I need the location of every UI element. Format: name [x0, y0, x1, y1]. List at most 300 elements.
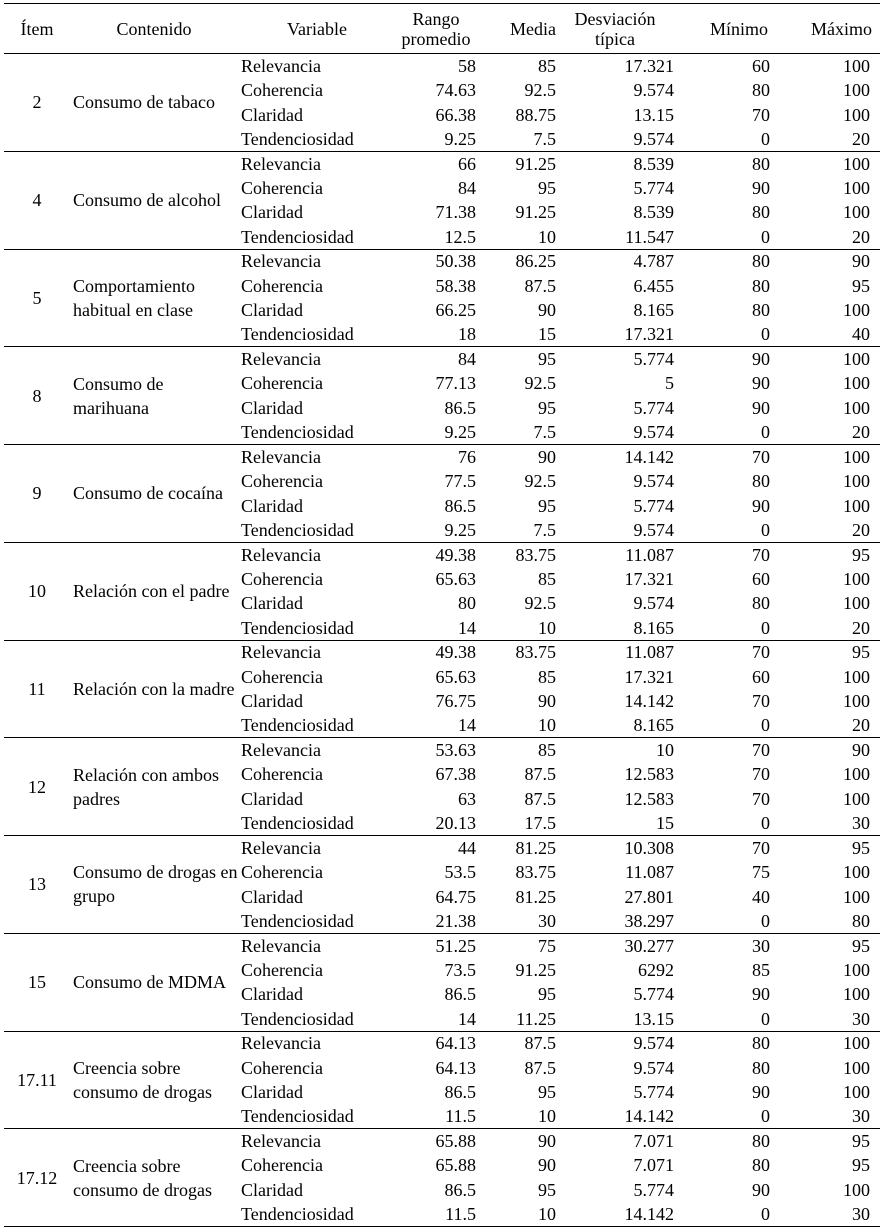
rango-promedio-cell: 64.13 — [435, 1033, 476, 1054]
maximo-cell: 100 — [843, 446, 870, 467]
minimo-cell: 70 — [752, 642, 770, 663]
table-row — [4, 738, 880, 762]
variable-cell: Claridad — [241, 691, 303, 712]
media-cell: 90 — [538, 1131, 556, 1152]
minimo-cell: 0 — [674, 713, 772, 737]
maximo-cell: 30 — [772, 1104, 880, 1128]
variable-cell: Coherencia — [241, 666, 323, 687]
table-row — [4, 347, 880, 371]
item-content: Consumo de drogas en grupo — [70, 836, 238, 934]
minimo-cell: 60 — [752, 55, 770, 76]
rango-promedio-cell: 84 — [458, 349, 476, 370]
rango-promedio-cell: 58.38 — [435, 275, 476, 296]
minimo-cell: 60 — [752, 666, 770, 687]
item-number: 13 — [4, 836, 70, 934]
item-content: Comportamiento habitual en clase — [70, 249, 238, 347]
desviacion-tipica-cell: 9.574 — [633, 471, 674, 492]
desviacion-tipica-cell: 8.165 — [556, 616, 674, 640]
maximo-cell: 100 — [843, 691, 870, 712]
media-cell: 91.25 — [515, 959, 556, 980]
minimo-cell: 70 — [752, 544, 770, 565]
maximo-cell: 95 — [852, 837, 870, 858]
maximo-cell: 100 — [843, 55, 870, 76]
maximo-cell: 100 — [843, 568, 870, 589]
rango-promedio-cell: 14 — [396, 713, 476, 737]
desviacion-tipica-cell: 14.142 — [556, 1202, 674, 1226]
maximo-cell: 90 — [852, 740, 870, 761]
media-cell: 95 — [538, 1082, 556, 1103]
rango-promedio-cell: 86.5 — [444, 397, 476, 418]
rango-promedio-cell: 58 — [458, 55, 476, 76]
media-cell: 92.5 — [524, 471, 556, 492]
variable-cell: Relevancia — [241, 55, 321, 76]
maximo-cell: 20 — [772, 225, 880, 249]
media-cell: 10 — [476, 1104, 556, 1128]
table-row — [4, 836, 880, 860]
header-rango-promedio — [396, 4, 476, 54]
maximo-cell: 100 — [843, 593, 870, 614]
rango-promedio-cell: 11.5 — [396, 1104, 476, 1128]
maximo-cell: 95 — [852, 935, 870, 956]
variable-cell: Claridad — [241, 788, 303, 809]
maximo-cell: 100 — [843, 1082, 870, 1103]
header-desv-line1: Desviación — [574, 8, 656, 29]
variable-cell: Claridad — [241, 1179, 303, 1200]
desviacion-tipica-cell: 11.087 — [625, 544, 674, 565]
variable-cell: Tendenciosidad — [238, 1007, 396, 1031]
desviacion-tipica-cell: 5.774 — [633, 495, 674, 516]
variable-cell: Claridad — [241, 397, 303, 418]
media-cell: 10 — [476, 225, 556, 249]
media-cell: 85 — [538, 666, 556, 687]
header-desv-line2: típica — [595, 28, 635, 49]
maximo-cell: 95 — [852, 1131, 870, 1152]
variable-cell: Relevancia — [241, 349, 321, 370]
minimo-cell: 70 — [752, 104, 770, 125]
minimo-cell: 90 — [752, 373, 770, 394]
maximo-cell: 30 — [772, 1202, 880, 1226]
header-minimo: Mínimo — [674, 4, 772, 54]
header-contenido: Contenido — [70, 4, 238, 54]
rango-promedio-cell: 18 — [396, 322, 476, 346]
rango-promedio-cell: 86.5 — [444, 495, 476, 516]
minimo-cell: 0 — [674, 127, 772, 151]
media-cell: 85 — [538, 740, 556, 761]
variable-cell: Relevancia — [241, 837, 321, 858]
desviacion-tipica-cell: 6292 — [638, 959, 674, 980]
variable-cell: Tendenciosidad — [238, 1104, 396, 1128]
variable-cell: Coherencia — [241, 764, 323, 785]
desviacion-tipica-cell: 17.321 — [556, 322, 674, 346]
media-cell: 88.75 — [515, 104, 556, 125]
item-number: 12 — [4, 738, 70, 836]
rango-promedio-cell: 53.63 — [435, 740, 476, 761]
rango-promedio-cell: 9.25 — [396, 420, 476, 444]
header-media: Media — [476, 4, 556, 54]
rango-promedio-cell: 11.5 — [396, 1202, 476, 1226]
maximo-cell: 100 — [843, 666, 870, 687]
item-number: 11 — [4, 640, 70, 738]
header-maximo: Máximo — [772, 4, 880, 54]
item-content: Consumo de marihuana — [70, 347, 238, 445]
desviacion-tipica-cell: 9.574 — [556, 127, 674, 151]
minimo-cell: 85 — [752, 959, 770, 980]
rango-promedio-cell: 14 — [396, 1007, 476, 1031]
variable-cell: Relevancia — [241, 1131, 321, 1152]
minimo-cell: 80 — [752, 1057, 770, 1078]
media-cell: 81.25 — [515, 837, 556, 858]
variable-cell: Relevancia — [241, 446, 321, 467]
desviacion-tipica-cell: 5.774 — [633, 1082, 674, 1103]
table-row — [4, 249, 880, 273]
variable-cell: Tendenciosidad — [238, 713, 396, 737]
minimo-cell: 80 — [752, 275, 770, 296]
maximo-cell: 100 — [843, 984, 870, 1005]
minimo-cell: 0 — [674, 1202, 772, 1226]
maximo-cell: 100 — [843, 788, 870, 809]
maximo-cell: 100 — [843, 80, 870, 101]
minimo-cell: 80 — [752, 202, 770, 223]
media-cell: 87.5 — [524, 1033, 556, 1054]
variable-cell: Coherencia — [241, 1057, 323, 1078]
minimo-cell: 70 — [752, 740, 770, 761]
minimo-cell: 70 — [752, 446, 770, 467]
variable-cell: Claridad — [241, 886, 303, 907]
media-cell: 85 — [538, 568, 556, 589]
rango-promedio-cell: 63 — [458, 788, 476, 809]
desviacion-tipica-cell: 5.774 — [633, 1179, 674, 1200]
variable-cell: Tendenciosidad — [238, 518, 396, 542]
maximo-cell: 20 — [772, 713, 880, 737]
rango-promedio-cell: 84 — [458, 177, 476, 198]
desviacion-tipica-cell: 14.142 — [556, 1104, 674, 1128]
minimo-cell: 80 — [752, 1131, 770, 1152]
media-cell: 10 — [476, 713, 556, 737]
minimo-cell: 0 — [674, 616, 772, 640]
item-content: Consumo de cocaína — [70, 445, 238, 543]
variable-cell: Relevancia — [241, 251, 321, 272]
minimo-cell: 80 — [752, 300, 770, 321]
minimo-cell: 80 — [752, 80, 770, 101]
desviacion-tipica-cell: 17.321 — [624, 568, 674, 589]
item-number: 15 — [4, 933, 70, 1031]
item-number: 5 — [4, 249, 70, 347]
rango-promedio-cell: 53.5 — [444, 862, 476, 883]
minimo-cell: 30 — [752, 935, 770, 956]
rango-promedio-cell: 14 — [396, 616, 476, 640]
media-cell: 92.5 — [524, 80, 556, 101]
desviacion-tipica-cell: 9.574 — [633, 80, 674, 101]
media-cell: 85 — [538, 55, 556, 76]
rango-promedio-cell: 65.63 — [435, 568, 476, 589]
media-cell: 17.5 — [476, 811, 556, 835]
header-rango-line1: Rango — [412, 8, 460, 29]
media-cell: 92.5 — [524, 373, 556, 394]
maximo-cell: 40 — [772, 322, 880, 346]
header-desviacion-tipica — [556, 4, 674, 54]
rango-promedio-cell: 76 — [458, 446, 476, 467]
maximo-cell: 100 — [843, 153, 870, 174]
media-cell: 7.5 — [476, 420, 556, 444]
minimo-cell: 0 — [674, 420, 772, 444]
item-number: 17.12 — [4, 1129, 70, 1227]
variable-cell: Tendenciosidad — [238, 127, 396, 151]
minimo-cell: 80 — [752, 1155, 770, 1176]
minimo-cell: 90 — [752, 397, 770, 418]
variable-cell: Tendenciosidad — [238, 420, 396, 444]
maximo-cell: 100 — [843, 202, 870, 223]
desviacion-tipica-cell: 30.277 — [624, 935, 674, 956]
minimo-cell: 40 — [752, 886, 770, 907]
item-number: 4 — [4, 151, 70, 249]
desviacion-tipica-cell: 14.142 — [624, 446, 674, 467]
minimo-cell: 0 — [674, 909, 772, 933]
media-cell: 10 — [476, 616, 556, 640]
minimo-cell: 70 — [752, 691, 770, 712]
rango-promedio-cell: 44 — [458, 837, 476, 858]
minimo-cell: 80 — [752, 471, 770, 492]
rango-promedio-cell: 21.38 — [396, 909, 476, 933]
rango-promedio-cell: 12.5 — [396, 225, 476, 249]
desviacion-tipica-cell: 13.15 — [556, 1007, 674, 1031]
desviacion-tipica-cell: 11.547 — [556, 225, 674, 249]
header-variable: Variable — [238, 4, 396, 54]
desviacion-tipica-cell: 5.774 — [633, 397, 674, 418]
maximo-cell: 100 — [843, 1179, 870, 1200]
variable-cell: Coherencia — [241, 373, 323, 394]
media-cell: 81.25 — [515, 886, 556, 907]
media-cell: 7.5 — [476, 518, 556, 542]
rango-promedio-cell: 76.75 — [435, 691, 476, 712]
minimo-cell: 70 — [752, 837, 770, 858]
maximo-cell: 100 — [843, 471, 870, 492]
minimo-cell: 0 — [674, 518, 772, 542]
rango-promedio-cell: 64.13 — [435, 1057, 476, 1078]
variable-cell: Coherencia — [241, 177, 323, 198]
item-number: 2 — [4, 54, 70, 152]
table-row — [4, 445, 880, 469]
desviacion-tipica-cell: 38.297 — [556, 909, 674, 933]
media-cell: 95 — [538, 495, 556, 516]
maximo-cell: 100 — [843, 300, 870, 321]
media-cell: 90 — [538, 300, 556, 321]
rango-promedio-cell: 86.5 — [444, 1082, 476, 1103]
desviacion-tipica-cell: 9.574 — [556, 420, 674, 444]
media-cell: 83.75 — [515, 642, 556, 663]
item-number: 9 — [4, 445, 70, 543]
rango-promedio-cell: 86.5 — [444, 1179, 476, 1200]
desviacion-tipica-cell: 7.071 — [633, 1155, 674, 1176]
rango-promedio-cell: 49.38 — [435, 642, 476, 663]
rango-promedio-cell: 49.38 — [435, 544, 476, 565]
maximo-cell: 95 — [852, 642, 870, 663]
rango-promedio-cell: 66 — [458, 153, 476, 174]
variable-cell: Claridad — [241, 1082, 303, 1103]
desviacion-tipica-cell: 14.142 — [624, 691, 674, 712]
desviacion-tipica-cell: 9.574 — [556, 518, 674, 542]
minimo-cell: 90 — [752, 984, 770, 1005]
media-cell: 92.5 — [524, 593, 556, 614]
desviacion-tipica-cell: 8.539 — [633, 202, 674, 223]
variable-cell: Tendenciosidad — [238, 909, 396, 933]
item-content: Consumo de tabaco — [70, 54, 238, 152]
rango-promedio-cell: 9.25 — [396, 518, 476, 542]
media-cell: 11.25 — [476, 1007, 556, 1031]
minimo-cell: 90 — [752, 1082, 770, 1103]
maximo-cell: 20 — [772, 420, 880, 444]
table-body — [4, 54, 880, 1227]
desviacion-tipica-cell: 11.087 — [625, 642, 674, 663]
media-cell: 91.25 — [515, 202, 556, 223]
media-cell: 90 — [538, 691, 556, 712]
media-cell: 10 — [476, 1202, 556, 1226]
media-cell: 90 — [538, 446, 556, 467]
maximo-cell: 90 — [852, 251, 870, 272]
maximo-cell: 100 — [843, 177, 870, 198]
media-cell: 83.75 — [515, 862, 556, 883]
minimo-cell: 0 — [674, 225, 772, 249]
variable-cell: Tendenciosidad — [238, 1202, 396, 1226]
media-cell: 95 — [538, 984, 556, 1005]
maximo-cell: 100 — [843, 397, 870, 418]
media-cell: 91.25 — [515, 153, 556, 174]
variable-cell: Claridad — [241, 495, 303, 516]
media-cell: 95 — [538, 177, 556, 198]
minimo-cell: 0 — [674, 1104, 772, 1128]
desviacion-tipica-cell: 5.774 — [633, 984, 674, 1005]
minimo-cell: 80 — [752, 1033, 770, 1054]
rango-promedio-cell: 71.38 — [435, 202, 476, 223]
minimo-cell: 80 — [752, 153, 770, 174]
rango-promedio-cell: 66.25 — [435, 300, 476, 321]
desviacion-tipica-cell: 17.321 — [624, 55, 674, 76]
table-header — [4, 4, 880, 54]
variable-cell: Claridad — [241, 300, 303, 321]
variable-cell: Claridad — [241, 984, 303, 1005]
minimo-cell: 0 — [674, 1007, 772, 1031]
rango-promedio-cell: 65.88 — [435, 1155, 476, 1176]
rango-promedio-cell: 67.38 — [435, 764, 476, 785]
desviacion-tipica-cell: 27.801 — [624, 886, 674, 907]
table-row — [4, 54, 880, 78]
desviacion-tipica-cell: 5.774 — [633, 349, 674, 370]
minimo-cell: 60 — [752, 568, 770, 589]
table-row — [4, 151, 880, 175]
variable-cell: Coherencia — [241, 80, 323, 101]
rango-promedio-cell: 66.38 — [435, 104, 476, 125]
item-content: Creencia sobre consumo de drogas — [70, 1129, 238, 1227]
item-content: Relación con ambos padres — [70, 738, 238, 836]
desviacion-tipica-cell: 8.165 — [633, 300, 674, 321]
variable-cell: Coherencia — [241, 275, 323, 296]
variable-cell: Tendenciosidad — [238, 616, 396, 640]
desviacion-tipica-cell: 9.574 — [633, 1033, 674, 1054]
desviacion-tipica-cell: 9.574 — [633, 1057, 674, 1078]
desviacion-tipica-cell: 12.583 — [624, 764, 674, 785]
rango-promedio-cell: 51.25 — [435, 935, 476, 956]
media-cell: 87.5 — [524, 1057, 556, 1078]
rango-promedio-cell: 20.13 — [396, 811, 476, 835]
variable-cell: Coherencia — [241, 959, 323, 980]
table-row — [4, 933, 880, 957]
minimo-cell: 90 — [752, 1179, 770, 1200]
rango-promedio-cell: 50.38 — [435, 251, 476, 272]
variable-cell: Relevancia — [241, 544, 321, 565]
minimo-cell: 80 — [752, 251, 770, 272]
media-cell: 90 — [538, 1155, 556, 1176]
maximo-cell: 30 — [772, 1007, 880, 1031]
desviacion-tipica-cell: 4.787 — [633, 251, 674, 272]
desviacion-tipica-cell: 8.539 — [633, 153, 674, 174]
table-row — [4, 1129, 880, 1153]
maximo-cell: 100 — [843, 495, 870, 516]
minimo-cell: 70 — [752, 764, 770, 785]
variable-cell: Tendenciosidad — [238, 225, 396, 249]
rango-promedio-cell: 65.63 — [435, 666, 476, 687]
desviacion-tipica-cell: 12.583 — [624, 788, 674, 809]
item-number: 17.11 — [4, 1031, 70, 1129]
item-content: Consumo de alcohol — [70, 151, 238, 249]
rango-promedio-cell: 77.5 — [444, 471, 476, 492]
minimo-cell: 75 — [752, 862, 770, 883]
table-row — [4, 1031, 880, 1055]
media-cell: 83.75 — [515, 544, 556, 565]
header-item: Ítem — [4, 4, 70, 54]
desviacion-tipica-cell: 10 — [656, 740, 674, 761]
desviacion-tipica-cell: 17.321 — [624, 666, 674, 687]
maximo-cell: 95 — [852, 1155, 870, 1176]
variable-cell: Coherencia — [241, 862, 323, 883]
rango-promedio-cell: 74.63 — [435, 80, 476, 101]
desviacion-tipica-cell: 13.15 — [633, 104, 674, 125]
variable-cell: Coherencia — [241, 1155, 323, 1176]
desviacion-tipica-cell: 11.087 — [625, 862, 674, 883]
maximo-cell: 100 — [843, 1057, 870, 1078]
media-cell: 86.25 — [515, 251, 556, 272]
maximo-cell: 20 — [772, 616, 880, 640]
rango-promedio-cell: 9.25 — [396, 127, 476, 151]
variable-cell: Relevancia — [241, 642, 321, 663]
item-number: 8 — [4, 347, 70, 445]
item-content: Relación con el padre — [70, 542, 238, 640]
maximo-cell: 20 — [772, 127, 880, 151]
desviacion-tipica-cell: 5 — [665, 373, 674, 394]
minimo-cell: 80 — [752, 593, 770, 614]
maximo-cell: 100 — [843, 886, 870, 907]
media-cell: 87.5 — [524, 788, 556, 809]
media-cell: 30 — [476, 909, 556, 933]
media-cell: 95 — [538, 397, 556, 418]
variable-cell: Coherencia — [241, 568, 323, 589]
minimo-cell: 90 — [752, 349, 770, 370]
maximo-cell: 100 — [843, 104, 870, 125]
maximo-cell: 100 — [843, 349, 870, 370]
maximo-cell: 80 — [772, 909, 880, 933]
variable-cell: Claridad — [241, 202, 303, 223]
item-number: 10 — [4, 542, 70, 640]
desviacion-tipica-cell: 8.165 — [556, 713, 674, 737]
results-table — [4, 3, 880, 1227]
variable-cell: Relevancia — [241, 740, 321, 761]
maximo-cell: 100 — [843, 373, 870, 394]
desviacion-tipica-cell: 5.774 — [633, 177, 674, 198]
variable-cell: Claridad — [241, 104, 303, 125]
variable-cell: Relevancia — [241, 153, 321, 174]
maximo-cell: 30 — [772, 811, 880, 835]
minimo-cell: 90 — [752, 177, 770, 198]
variable-cell: Tendenciosidad — [238, 322, 396, 346]
variable-cell: Relevancia — [241, 935, 321, 956]
